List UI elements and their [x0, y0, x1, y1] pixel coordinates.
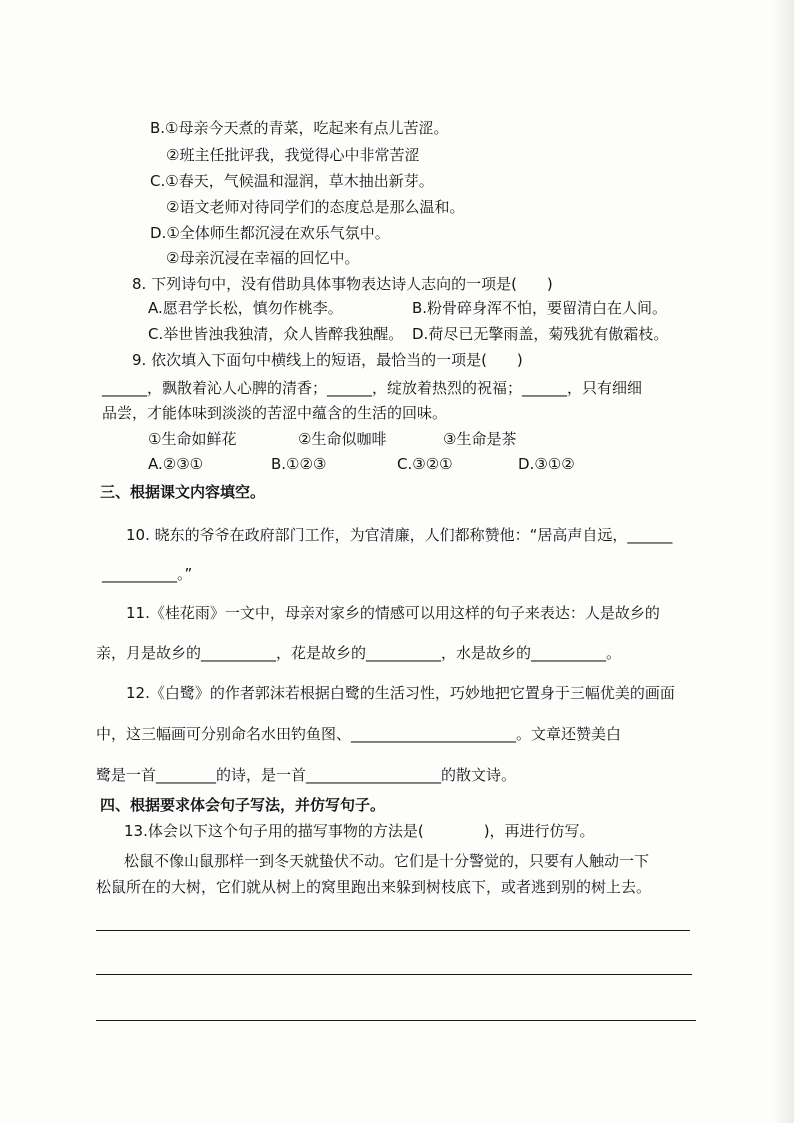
scan-edge-shadow [772, 0, 794, 1123]
q9-option-b: B.①②③ [271, 455, 327, 473]
q8-option-d: D.荷尽已无擎雨盖，菊残犹有傲霜枝。 [412, 325, 669, 343]
q9-stem: 9. 依次填入下面句中横线上的短语，最恰当的一项是( ) [132, 351, 523, 369]
q7-option-c-2: ②语文老师对待同学们的态度总是那么温和。 [166, 198, 465, 216]
section-3-heading: 三、根据课文内容填空。 [100, 483, 266, 501]
q7-option-d-2: ②母亲沉浸在幸福的回忆中。 [166, 249, 360, 267]
q9-option-a: A.②③① [148, 455, 204, 473]
q8-option-b: B.粉骨碎身浑不怕，要留清白在人间。 [412, 299, 668, 317]
answer-line-2[interactable] [96, 974, 692, 975]
answer-line-3[interactable] [96, 1020, 696, 1021]
q13-passage-line2: 松鼠所在的大树，它们就从树上的窝里跑出来躲到树枝底下，或者逃到别的树上去。 [96, 878, 652, 896]
q7-option-b-2: ②班主任批评我，我觉得心中非常苦涩 [166, 146, 420, 164]
q8-option-c: C.举世皆浊我独清，众人皆醉我独醒。 [148, 325, 404, 343]
q9-phrase-3: ③生命是茶 [443, 430, 517, 448]
q8-stem: 8. 下列诗句中，没有借助具体事物表达诗人志向的一项是( ) [132, 275, 553, 293]
q7-option-b-1: B.①母亲今天煮的青菜，吃起来有点儿苦涩。 [150, 119, 449, 137]
answer-line-1[interactable] [96, 930, 690, 931]
q7-option-c-1: C.①春天，气候温和湿润，草木抽出新芽。 [150, 172, 434, 190]
q9-option-d: D.③①② [518, 455, 575, 473]
q10-line2: __________。” [102, 565, 193, 583]
q9-option-c: C.③②① [397, 455, 453, 473]
q12-line2: 中，这三幅画可分别命名水田钓鱼图、______________________。文章还赞美白 [96, 725, 622, 743]
q11-line2: 亲，月是故乡的__________，花是故乡的__________，水是故乡的__________。 [96, 644, 622, 662]
q9-sentence-line2: 品尝，才能体味到淡淡的苦涩中蕴含的生活的回味。 [102, 404, 448, 422]
q13-passage-line1: 松鼠不像山鼠那样一到冬天就蛰伏不动。它们是十分警觉的，只要有人触动一下 [124, 852, 650, 870]
section-4-heading: 四、根据要求体会句子写法，并仿写句子。 [100, 796, 386, 814]
q12-line3: 鹭是一首________的诗，是一首__________________的散文诗。 [96, 766, 517, 784]
q9-sentence-line1: ______，飘散着沁人心脾的清香；______，绽放着热烈的祝福；______，只有细细 [102, 379, 643, 397]
q8-option-a: A.愿君学长松，慎勿作桃李。 [148, 299, 343, 317]
q13-stem: 13.体会以下这个句子用的描写事物的方法是( )，再进行仿写。 [124, 822, 595, 840]
q7-option-d-1: D.①全体师生都沉浸在欢乐气氛中。 [150, 224, 390, 242]
q11-line1: 11.《桂花雨》一文中，母亲对家乡的情感可以用这样的句子来表达：人是故乡的 [126, 604, 660, 622]
q9-phrase-1: ①生命如鲜花 [148, 430, 237, 448]
q9-phrase-2: ②生命似咖啡 [298, 430, 387, 448]
q10-line1: 10. 晓东的爷爷在政府部门工作，为官清廉，人们都称赞他：“居高声自远，______ [126, 526, 673, 544]
q12-line1: 12.《白鹭》的作者郭沫若根据白鹭的生活习性，巧妙地把它置身于三幅优美的画面 [126, 684, 675, 702]
